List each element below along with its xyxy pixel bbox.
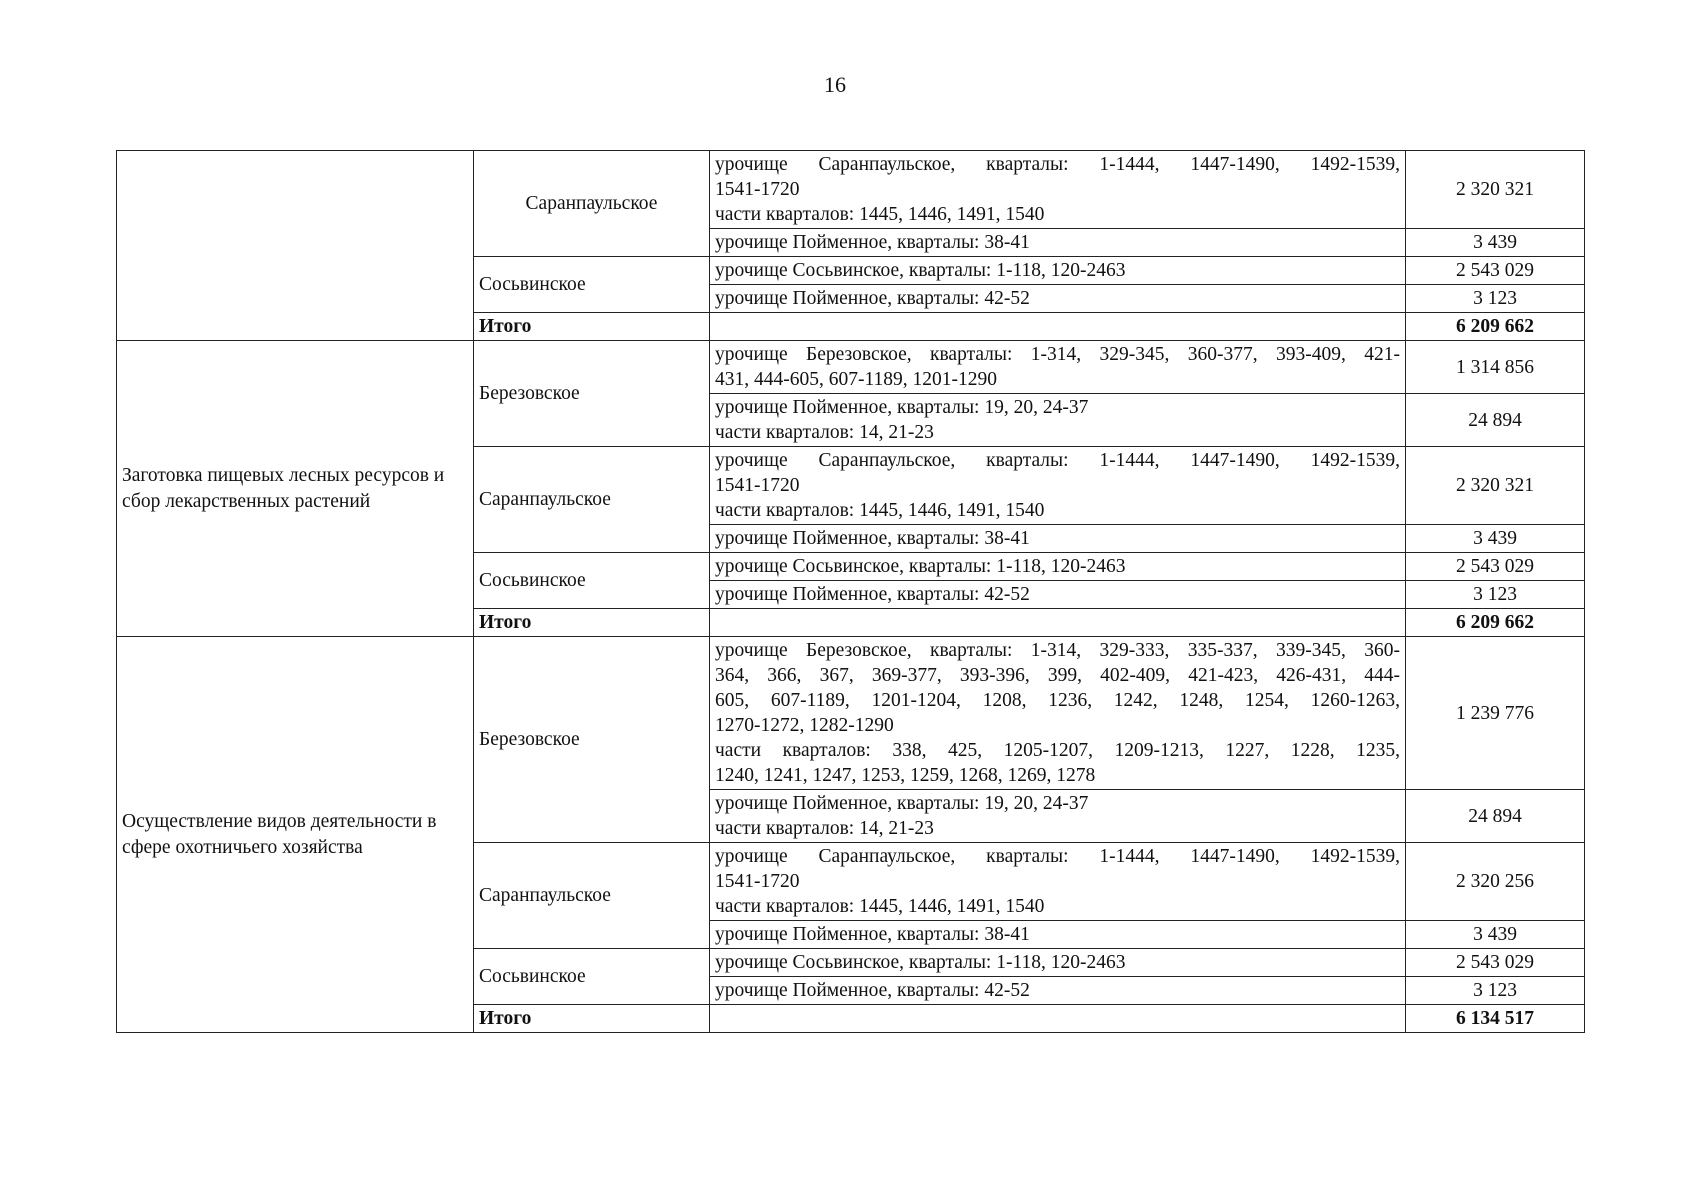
forestry-name-cell: Саранпаульское <box>474 447 710 553</box>
description-line: части кварталов: 14, 21-23 <box>715 818 934 839</box>
forestry-name-cell: Сосьвинское <box>474 257 710 313</box>
description-line: 431, 444-605, 607-1189, 1201-1290 <box>715 369 998 390</box>
location-description-cell <box>710 553 1406 581</box>
area-value-cell: 2 320 256 <box>1406 843 1585 921</box>
total-empty-cell <box>710 609 1406 637</box>
description-line: урочище Пойменное, кварталы: 38-41 <box>715 232 1030 253</box>
description-line: 1270-1272, 1282-1290 <box>715 715 894 736</box>
description-line: 364, 366, 367, 369-377, 393-396, 399, 402-409, 421-423, 426-431, 444- <box>715 665 1400 686</box>
description-line: части кварталов: 1445, 1446, 1491, 1540 <box>715 500 1045 521</box>
area-value-cell: 3 439 <box>1406 229 1585 257</box>
page-number: 16 <box>824 72 846 97</box>
table-row <box>117 151 1585 229</box>
location-description-cell <box>710 394 1406 447</box>
description-line: урочище Сосьвинское, кварталы: 1-118, 120-2463 <box>715 556 1126 577</box>
forestry-name-cell: Саранпаульское <box>474 843 710 949</box>
description-line: части кварталов: 1445, 1446, 1491, 1540 <box>715 204 1045 225</box>
total-label: Итого <box>474 313 710 341</box>
area-value-cell: 2 543 029 <box>1406 949 1585 977</box>
area-value-cell: 3 123 <box>1406 581 1585 609</box>
description-line: урочище Пойменное, кварталы: 19, 20, 24-37 <box>715 397 1089 418</box>
total-empty-cell <box>710 1005 1406 1033</box>
description-line: урочище Березовское, кварталы: 1-314, 329-333, 335-337, 339-345, 360- <box>715 640 1400 661</box>
activity-type-cell: Заготовка пищевых лесных ресурсов и сбор лекарственных растений <box>117 341 474 637</box>
location-description-cell <box>710 229 1406 257</box>
description-line: урочище Пойменное, кварталы: 42-52 <box>715 584 1030 605</box>
description-line: урочище Саранпаульское, кварталы: 1-1444, 1447-1490, 1492-1539, <box>715 450 1400 471</box>
total-empty-cell <box>710 313 1406 341</box>
location-description-cell <box>710 949 1406 977</box>
location-description-cell <box>710 843 1406 921</box>
total-value: 6 209 662 <box>1406 609 1585 637</box>
description-line: урочище Пойменное, кварталы: 42-52 <box>715 288 1030 309</box>
description-line: 605, 607-1189, 1201-1204, 1208, 1236, 1242, 1248, 1254, 1260-1263, <box>715 690 1400 711</box>
table-row <box>117 637 1585 790</box>
area-value-cell: 3 439 <box>1406 525 1585 553</box>
forestry-name-cell: Березовское <box>474 637 710 843</box>
description-line: урочище Пойменное, кварталы: 19, 20, 24-37 <box>715 793 1089 814</box>
location-description-cell <box>710 790 1406 843</box>
area-value-cell: 3 123 <box>1406 977 1585 1005</box>
description-line: урочище Пойменное, кварталы: 38-41 <box>715 528 1030 549</box>
area-value-cell: 3 123 <box>1406 285 1585 313</box>
location-description-cell <box>710 285 1406 313</box>
location-description-cell <box>710 581 1406 609</box>
forestry-name-cell: Саранпаульское <box>474 151 710 257</box>
description-line: 1240, 1241, 1247, 1253, 1259, 1268, 1269, 1278 <box>715 765 1096 786</box>
location-description-cell <box>710 525 1406 553</box>
total-label: Итого <box>474 609 710 637</box>
total-label: Итого <box>474 1005 710 1033</box>
area-value-cell: 24 894 <box>1406 394 1585 447</box>
area-value-cell: 2 320 321 <box>1406 151 1585 229</box>
description-line: части кварталов: 1445, 1446, 1491, 1540 <box>715 896 1045 917</box>
forestry-name-cell: Березовское <box>474 341 710 447</box>
description-line: урочище Сосьвинское, кварталы: 1-118, 120-2463 <box>715 260 1126 281</box>
location-description-cell <box>710 921 1406 949</box>
area-value-cell: 2 543 029 <box>1406 553 1585 581</box>
description-line: части кварталов: 14, 21-23 <box>715 422 934 443</box>
description-line: урочище Березовское, кварталы: 1-314, 329-345, 360-377, 393-409, 421- <box>715 344 1400 365</box>
description-line: урочище Саранпаульское, кварталы: 1-1444, 1447-1490, 1492-1539, <box>715 846 1400 867</box>
description-line: 1541-1720 <box>715 475 800 496</box>
activity-type-cell <box>117 151 474 341</box>
table-body <box>117 151 1585 1033</box>
area-value-cell: 3 439 <box>1406 921 1585 949</box>
description-line: урочище Сосьвинское, кварталы: 1-118, 120-2463 <box>715 952 1126 973</box>
location-description-cell <box>710 977 1406 1005</box>
area-value-cell: 2 543 029 <box>1406 257 1585 285</box>
area-value-cell: 24 894 <box>1406 790 1585 843</box>
description-line: 1541-1720 <box>715 871 800 892</box>
location-description-cell <box>710 341 1406 394</box>
area-value-cell: 1 239 776 <box>1406 637 1585 790</box>
location-description-cell <box>710 151 1406 229</box>
description-line: 1541-1720 <box>715 179 800 200</box>
area-value-cell: 2 320 321 <box>1406 447 1585 525</box>
description-line: части кварталов: 338, 425, 1205-1207, 1209-1213, 1227, 1228, 1235, <box>715 740 1400 761</box>
description-line: урочище Пойменное, кварталы: 42-52 <box>715 980 1030 1001</box>
forestry-name-cell: Сосьвинское <box>474 949 710 1005</box>
area-value-cell: 1 314 856 <box>1406 341 1585 394</box>
table-row <box>117 341 1585 394</box>
location-description-cell <box>710 637 1406 790</box>
total-value: 6 209 662 <box>1406 313 1585 341</box>
location-description-cell <box>710 257 1406 285</box>
forestry-name-cell: Сосьвинское <box>474 553 710 609</box>
activity-type-cell: Осуществление видов деятельности в сфере охотничьего хозяйства <box>117 637 474 1033</box>
description-line: урочище Пойменное, кварталы: 38-41 <box>715 924 1030 945</box>
description-line: урочище Саранпаульское, кварталы: 1-1444, 1447-1490, 1492-1539, <box>715 154 1400 175</box>
total-value: 6 134 517 <box>1406 1005 1585 1033</box>
forest-areas-table <box>116 150 1585 1033</box>
location-description-cell <box>710 447 1406 525</box>
